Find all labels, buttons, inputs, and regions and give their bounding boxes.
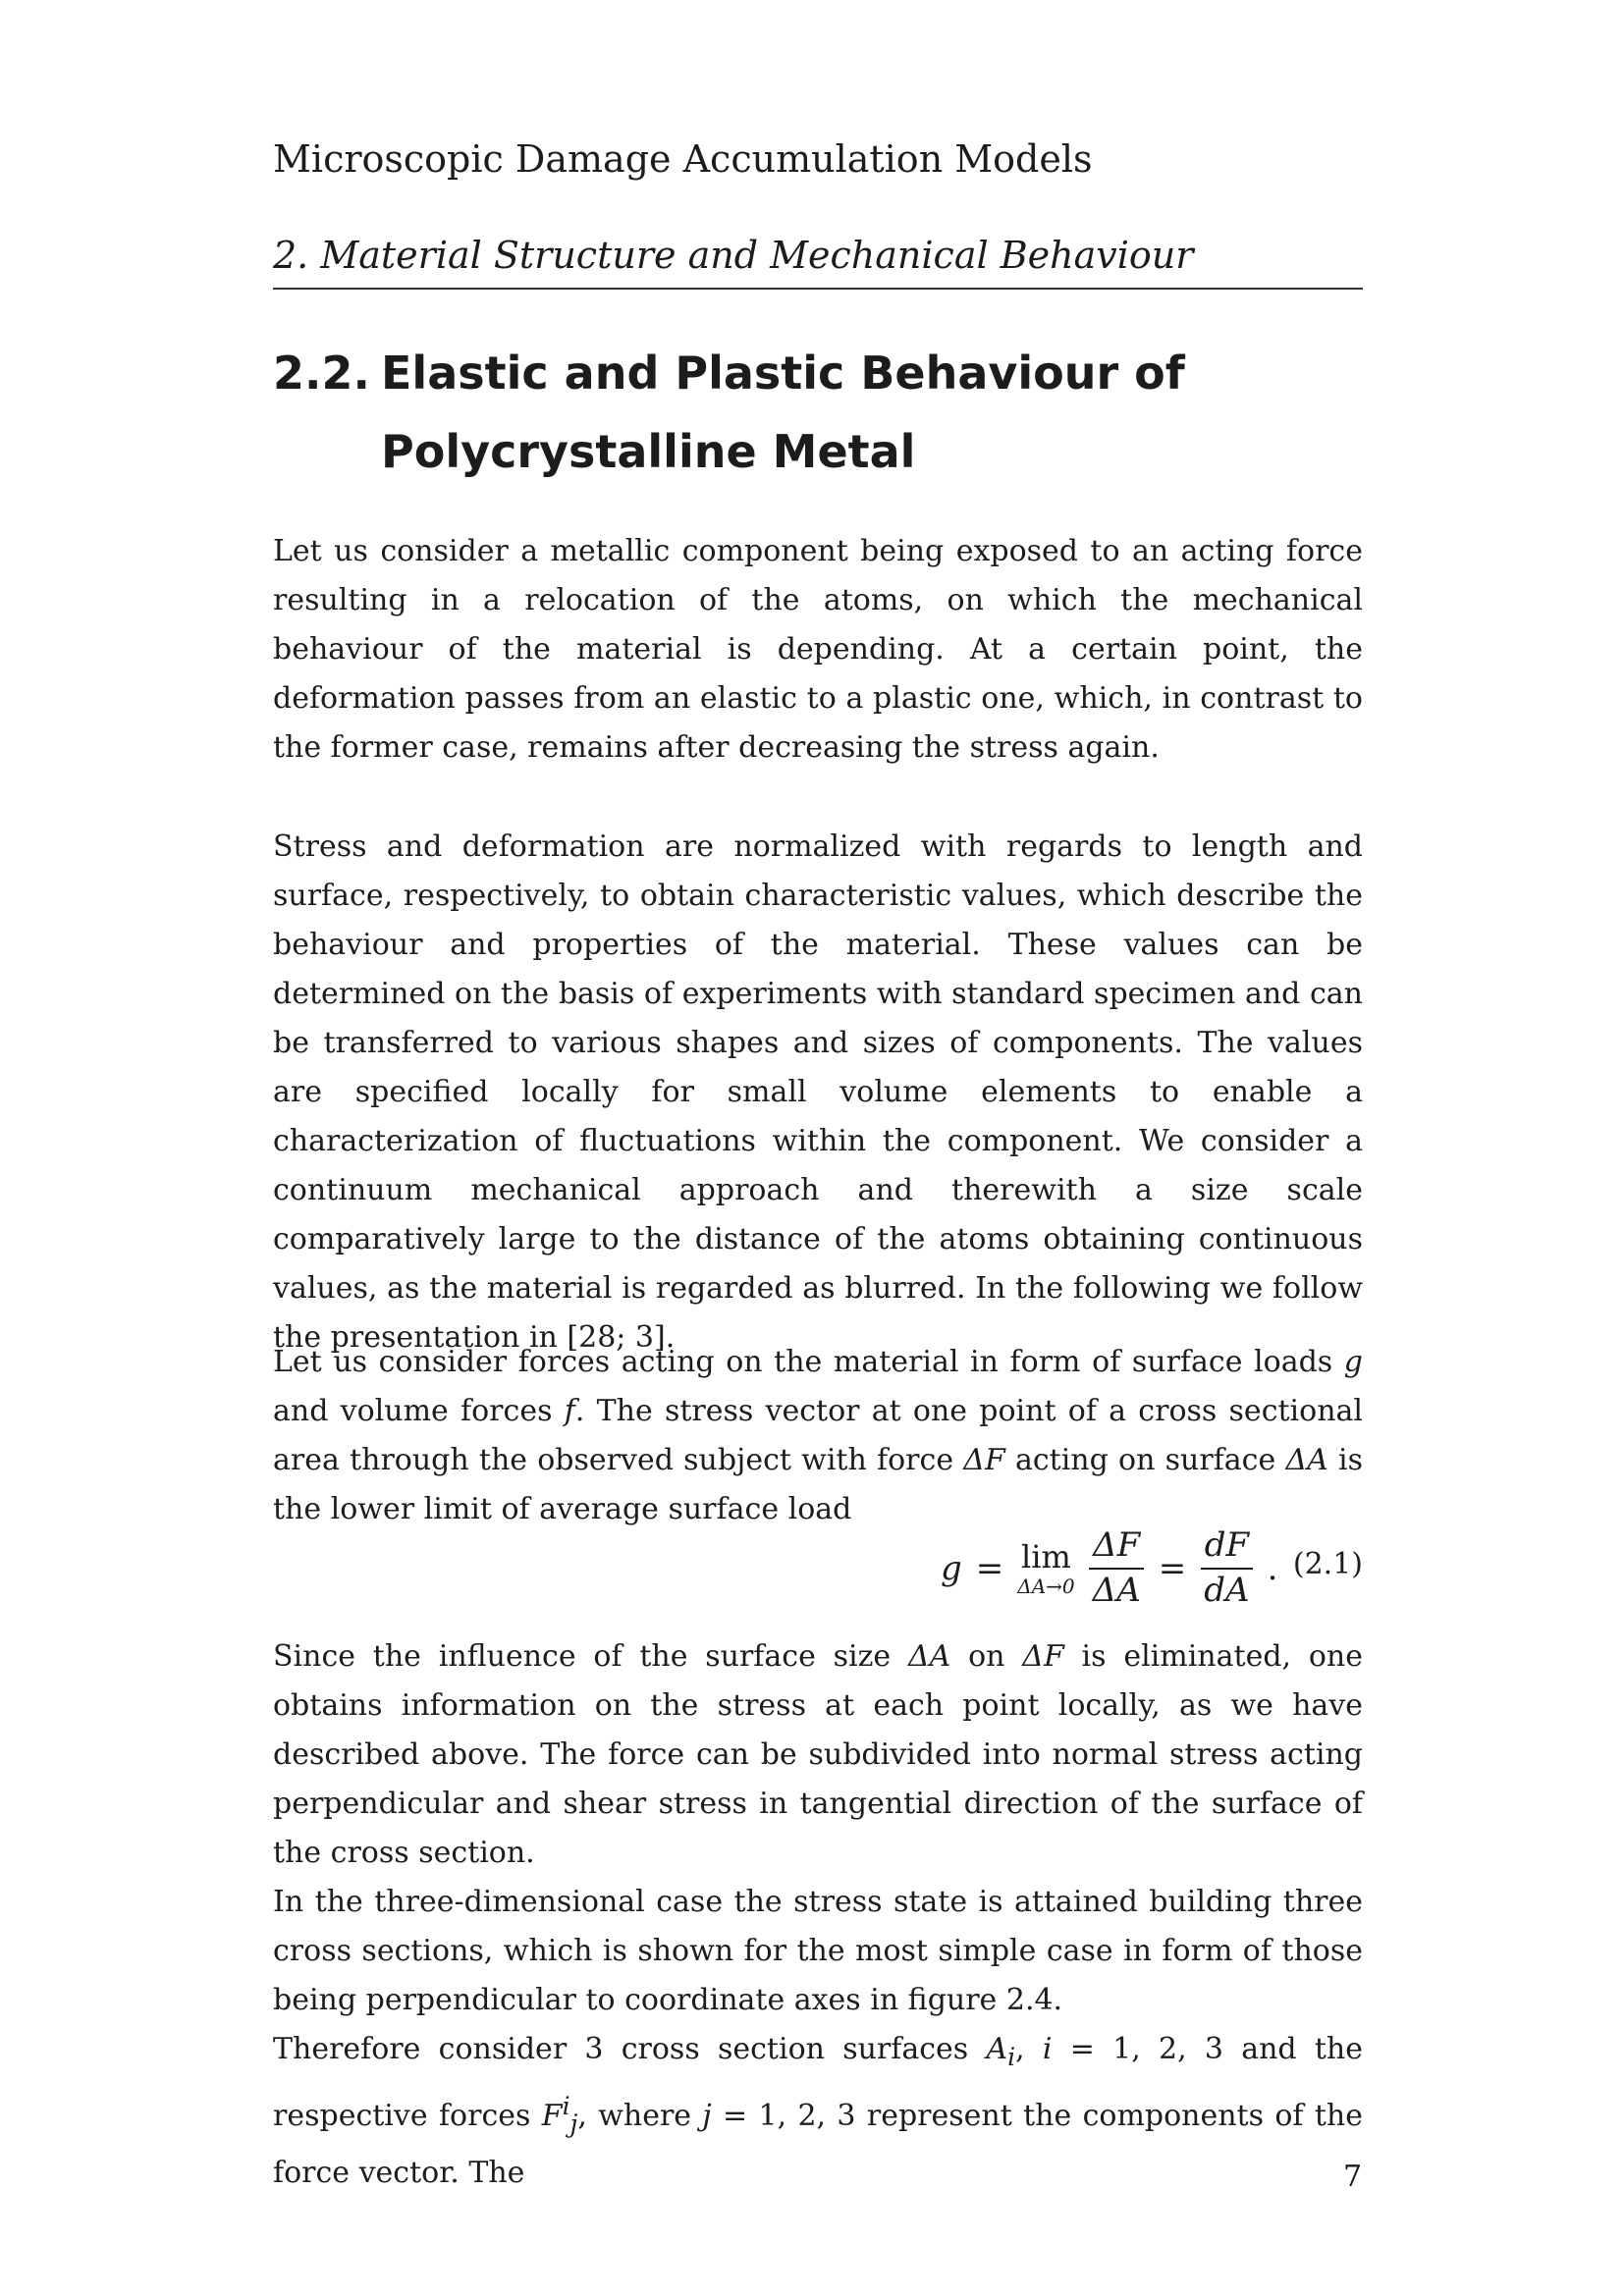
section-title-line-1: Elastic and Plastic Behaviour of bbox=[381, 347, 1185, 400]
var-j: j bbox=[702, 2099, 712, 2133]
var-delta-f: ΔF bbox=[963, 1443, 1005, 1477]
section-number: 2.2. bbox=[273, 347, 370, 400]
var-i: i bbox=[1042, 2032, 1053, 2066]
equation-body bbox=[941, 1520, 1277, 1618]
var-a-subscript: i bbox=[1007, 2043, 1016, 2071]
paragraph-3: Let us consider forces acting on the material in form of surface loads g and volume forces f. The stress vector at one point of a cross sectional area through the observed subject with force ΔF acting on surface ΔA is the lower limit of average surface load bbox=[273, 1345, 1364, 1526]
paragraph-6: Therefore consider 3 cross section surfaces $A_i$, i = 1, 2, 3 and the respective forces $F^i_j$, where j = 1, 2, 3 represent the components of the force vector. The bbox=[273, 2032, 1363, 2190]
equation-number: (2.1) bbox=[1292, 1547, 1363, 1581]
var-f-subscript: j bbox=[569, 2109, 578, 2138]
limit-word: lim bbox=[1021, 1538, 1071, 1575]
running-chapter-title: 2. Material Structure and Mechanical Behaviour bbox=[273, 234, 1194, 277]
equation-period: . bbox=[1267, 1549, 1278, 1588]
fraction-delta-numerator: ΔF bbox=[1089, 1528, 1144, 1570]
running-title: Microscopic Damage Accumulation Models bbox=[273, 137, 1093, 181]
paragraph-5: In the three-dimensional case the stress state is attained building three cross sections, which is shown for the most simple case in form of those being perpendicular to coordinate axes in figure 2.4. bbox=[273, 1885, 1363, 2017]
page-number: 7 bbox=[1343, 2160, 1363, 2194]
fraction-derivative-numerator: dF bbox=[1201, 1528, 1253, 1570]
header-rule bbox=[273, 288, 1363, 290]
var-f: f bbox=[564, 1394, 575, 1428]
var-delta-f: ΔF bbox=[1022, 1639, 1064, 1674]
var-delta-a: ΔA bbox=[907, 1639, 951, 1674]
var-g: g bbox=[1343, 1345, 1363, 1379]
equation-equals: = bbox=[975, 1549, 1004, 1588]
limit-operator bbox=[1017, 1538, 1075, 1598]
equation-2-1 bbox=[273, 1520, 1363, 1618]
fraction-derivative bbox=[1200, 1525, 1253, 1610]
section-title-line-2: Polycrystalline Metal bbox=[381, 425, 916, 478]
paragraph-1: Let us consider a metallic component being exposed to an acting force resulting in a relocation of the atoms, on which the mechanical behaviour of the material is depending. At a certain point, the deformation passes from an elastic to a plastic one, which, in contrast to the former case, remains after decreasing the stress again. bbox=[273, 534, 1363, 765]
limit-subscript: ΔA→0 bbox=[1017, 1575, 1075, 1598]
var-f-superscript: i bbox=[562, 2092, 570, 2120]
fraction-derivative-denominator: dA bbox=[1204, 1571, 1250, 1610]
paragraph-4: Since the influence of the surface size ΔA on ΔF is eliminated, one obtains information on the stress at each point locally, as we have described above. The force can be subdivided into normal stress acting perpendicular and shear stress in tangential direction of the surface of the cross section. bbox=[273, 1639, 1363, 1870]
var-delta-a: ΔA bbox=[1285, 1443, 1328, 1477]
fraction-delta-denominator: ΔA bbox=[1092, 1571, 1141, 1610]
var-a: A bbox=[986, 2032, 1008, 2066]
paragraph-2: Stress and deformation are normalized with regards to length and surface, respectively, to obtain characteristic values, which describe the behaviour and properties of the material. These values can be determined on the basis of experiments with standard specimen and can be transferred to various shapes and sizes of components. The values are specified locally for small volume elements to enable a characterization of fluctuations within the component. We consider a continuum mechanical approach and therewith a size scale comparatively large to the distance of the atoms obtaining continuous values, as the material is regarded as blurred. In the following we follow the presentation in [28; 3]. bbox=[273, 829, 1363, 1355]
var-f-force: F bbox=[541, 2099, 563, 2133]
equation-equals-2: = bbox=[1158, 1549, 1187, 1588]
equation-lhs: g bbox=[941, 1549, 962, 1588]
fraction-delta bbox=[1089, 1525, 1145, 1610]
